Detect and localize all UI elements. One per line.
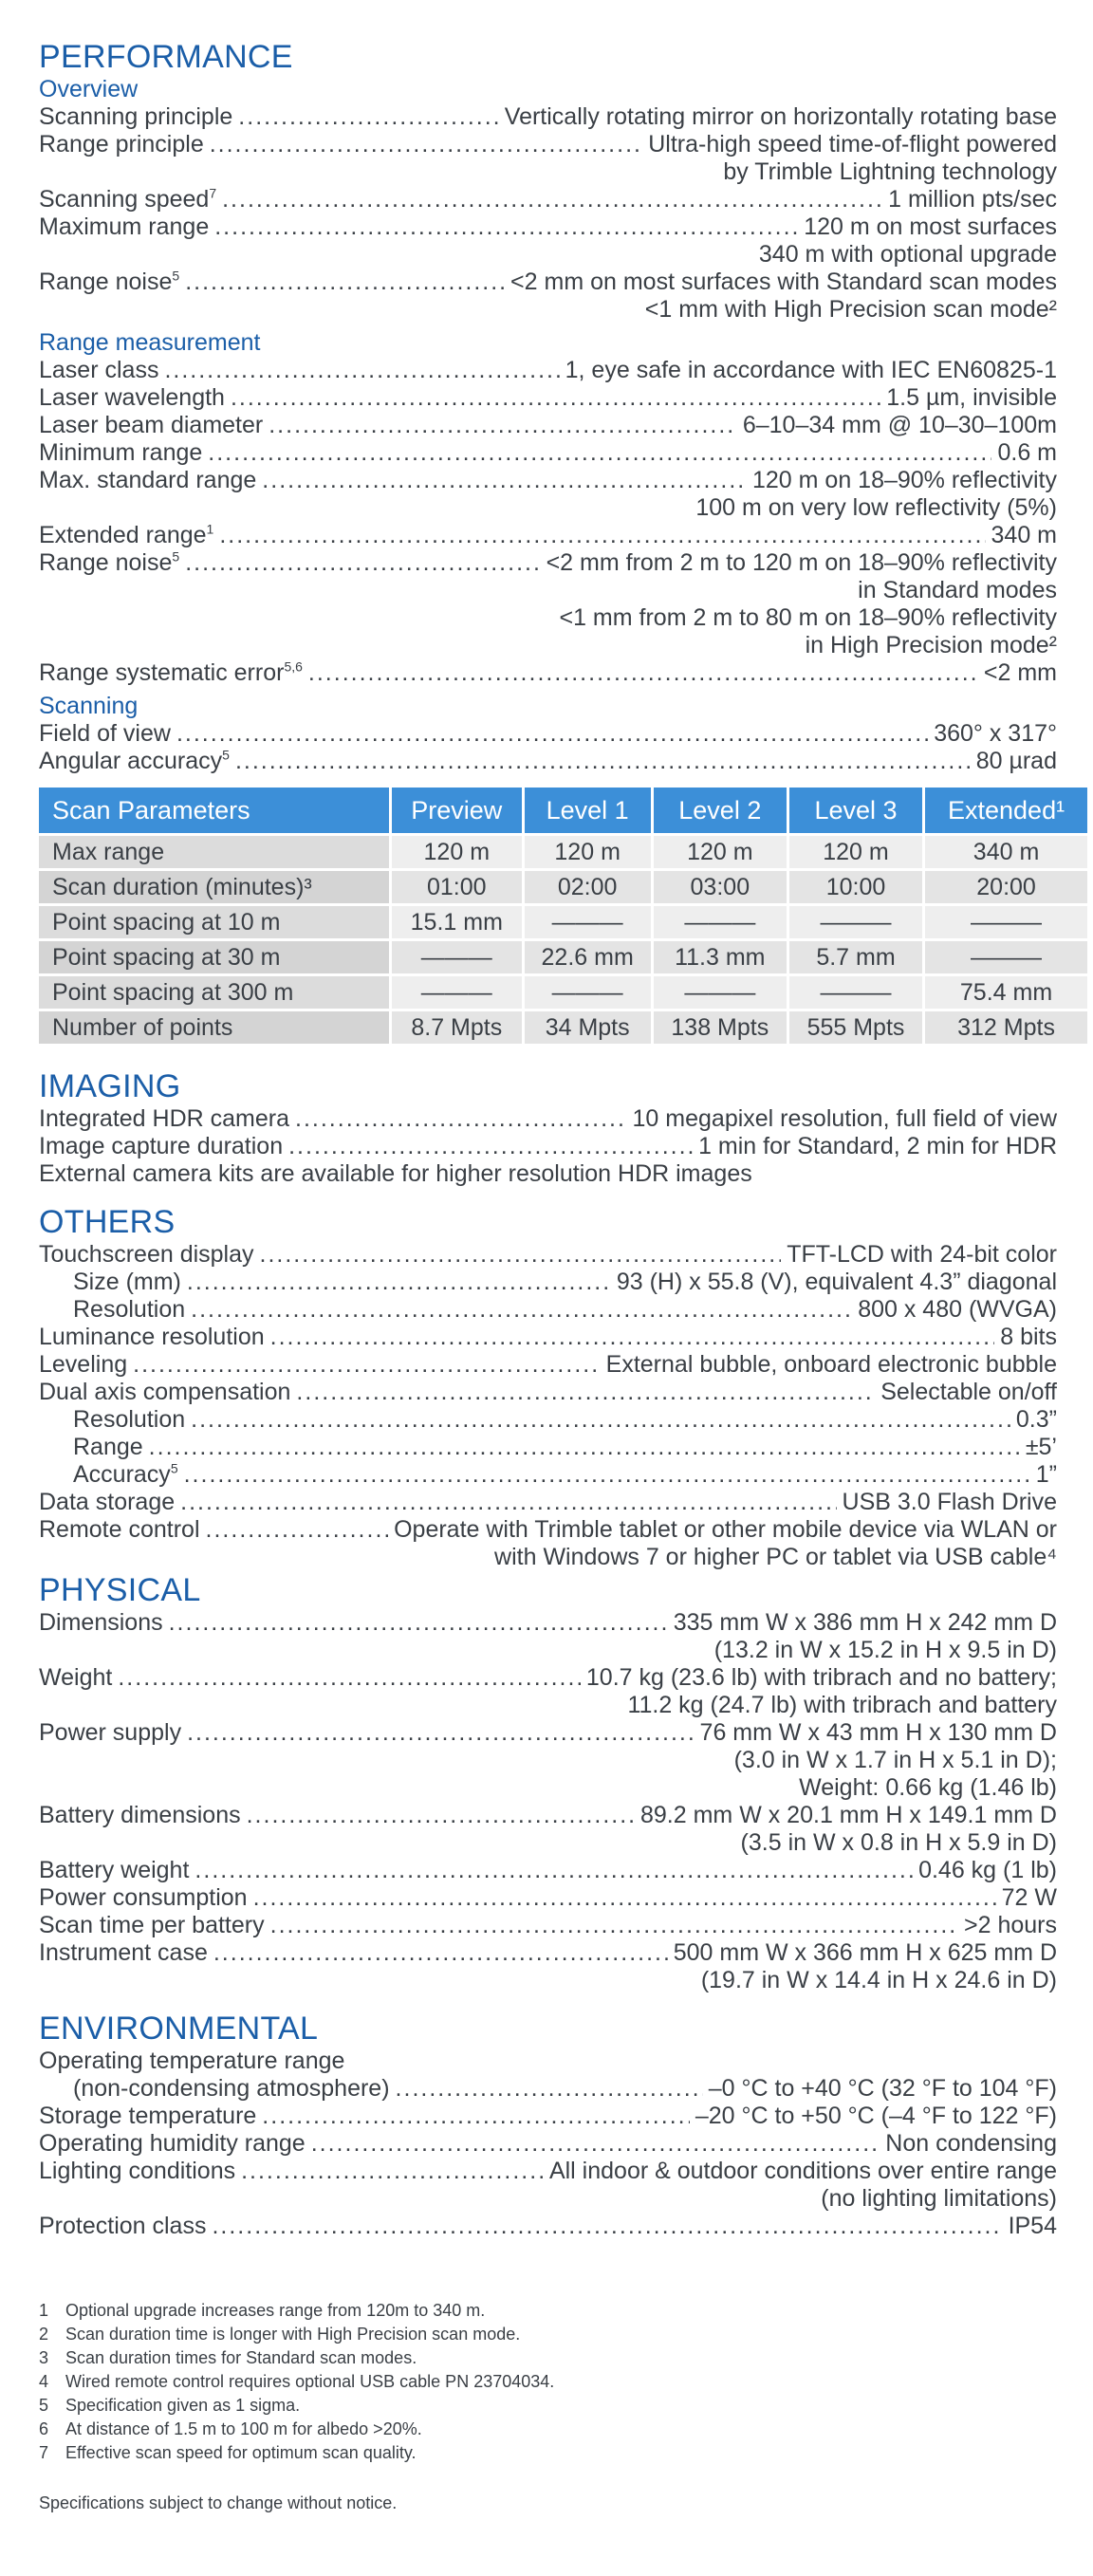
footnote-text: At distance of 1.5 m to 100 m for albedo >20%. [65, 2419, 422, 2438]
spec-label: Integrated HDR camera [39, 1105, 290, 1132]
spec-value: 76 mm W x 43 mm H x 130 mm D [699, 1719, 1057, 1746]
table-row [39, 941, 1087, 973]
spec-value: 10.7 kg (23.6 lb) with tribrach and no battery; [585, 1664, 1057, 1691]
dot-leader [191, 1406, 1010, 1434]
footnote-text: Effective scan speed for optimum scan quality. [65, 2443, 417, 2462]
spec-value-continued: <1 mm with High Precision scan mode² [644, 296, 1057, 323]
spec-value: 10 megapixel resolution, full field of view [632, 1105, 1057, 1132]
spec-value: External bubble, onboard electronic bubble [605, 1351, 1057, 1378]
spec-row [39, 412, 1057, 439]
table-cell: 22.6 mm [525, 941, 651, 973]
spec-row [39, 1489, 1057, 1516]
spec-value: 500 mm W x 366 mm H x 625 mm D [673, 1939, 1057, 1966]
table-row-label: Scan duration (minutes)³ [39, 871, 389, 903]
table-cell: 20:00 [925, 871, 1087, 903]
table-cell: ——— [654, 906, 787, 938]
spec-label: Power consumption [39, 1884, 248, 1911]
footnote-text: Scan duration times for Standard scan modes. [65, 2348, 417, 2367]
spec-label: Range [73, 1434, 143, 1460]
spec-row [39, 1516, 1057, 1544]
footnote [39, 2299, 1057, 2323]
footnote-text: Scan duration time is longer with High Precision scan mode. [65, 2325, 521, 2344]
imaging-note: External camera kits are available for higher resolution HDR images [39, 1160, 752, 1187]
spec-label: Laser class [39, 357, 159, 383]
scan-parameters-table [36, 785, 1090, 1047]
spec-value: TFT-LCD with 24-bit color [787, 1241, 1057, 1268]
table-cell: 11.3 mm [654, 941, 787, 973]
footnote-ref: 1 [206, 521, 214, 537]
spec-row [39, 357, 1057, 384]
spec-row [39, 2213, 1057, 2240]
dot-leader [235, 748, 971, 775]
section-title-imaging: IMAGING [39, 1068, 181, 1104]
dot-leader [149, 1434, 1020, 1461]
footnote-ref: 7 [209, 185, 217, 201]
spec-value: 72 W [1001, 1884, 1057, 1911]
physical-spec-list [39, 1609, 1057, 1994]
table-cell: 8.7 Mpts [392, 1011, 522, 1044]
footnote [39, 2370, 1057, 2394]
spec-row [39, 1857, 1057, 1884]
spec-label: Luminance resolution [39, 1324, 265, 1350]
dot-leader [311, 2130, 880, 2158]
spec-value: Non condensing [885, 2130, 1057, 2157]
environmental-spec-list [39, 2075, 1057, 2240]
spec-value-continued: (3.0 in W x 1.7 in H x 5.1 in D); [733, 1747, 1057, 1773]
spec-value-continued: 11.2 kg (24.7 lb) with tribrach and battery [627, 1692, 1057, 1718]
dot-leader [185, 269, 505, 296]
footnote-number: 6 [39, 2419, 49, 2438]
spec-value-continued: (3.5 in W x 0.8 in H x 5.9 in D) [740, 1829, 1057, 1856]
spec-label: Range noise$^5$ [39, 548, 180, 576]
spec-row [39, 1105, 1057, 1133]
spec-value-continued: with Windows 7 or higher PC or tablet via USB cable⁴ [494, 1544, 1057, 1570]
spec-label: Storage temperature [39, 2103, 257, 2129]
spec-label: Data storage [39, 1489, 176, 1515]
spec-label: Image capture duration [39, 1133, 284, 1159]
spec-row [39, 1296, 1057, 1324]
table-cell: 138 Mpts [654, 1011, 787, 1044]
table-cell: 10:00 [789, 871, 922, 903]
table-row-label: Point spacing at 10 m [39, 906, 389, 938]
spec-label: Lighting conditions [39, 2158, 236, 2184]
dot-leader [213, 1939, 668, 1967]
spec-label: Remote control [39, 1516, 200, 1543]
operating-temperature-label: Operating temperature range [39, 2048, 345, 2074]
spec-row [39, 1609, 1057, 1637]
dot-leader [396, 2075, 703, 2103]
spec-value: 0.46 kg (1 lb) [918, 1857, 1057, 1883]
dot-leader [288, 1133, 693, 1160]
dot-leader [296, 1379, 875, 1406]
spec-value-continued: (19.7 in W x 14.4 in H x 24.6 in D) [700, 1967, 1057, 1993]
section-title-physical: PHYSICAL [39, 1572, 201, 1608]
spec-label: Resolution [73, 1406, 186, 1433]
table-cell: ——— [525, 976, 651, 1009]
spec-label: Scanning principle [39, 103, 233, 130]
footnote-number: 5 [39, 2396, 49, 2415]
dot-leader [191, 1296, 852, 1324]
table-row [39, 906, 1087, 938]
table-cell: 75.4 mm [925, 976, 1087, 1009]
dot-leader [180, 1489, 836, 1516]
spec-value: Vertically rotating mirror on horizontally rotating base [504, 103, 1057, 130]
spec-row [39, 549, 1057, 577]
spec-label: Range systematic error$^{5,6}$ [39, 658, 303, 686]
spec-label: Scanning speed$^7$ [39, 185, 217, 213]
spec-row [39, 131, 1057, 158]
spec-label: Battery dimensions [39, 1802, 241, 1828]
spec-label: Weight [39, 1664, 113, 1691]
table-cell: ——— [925, 906, 1087, 938]
table-row [39, 1011, 1087, 1044]
spec-row [39, 720, 1057, 748]
spec-value: 120 m on most surfaces [804, 213, 1057, 240]
dot-leader [262, 467, 747, 494]
spec-row [39, 2158, 1057, 2185]
spec-value: 0.3” [1015, 1406, 1057, 1433]
spec-value: 0.6 m [997, 439, 1057, 466]
footnote-ref: 5 [172, 548, 180, 565]
spec-row [39, 1461, 1057, 1489]
table-cell: 312 Mpts [925, 1011, 1087, 1044]
overview-spec-list [39, 103, 1057, 324]
dot-leader [238, 103, 498, 131]
spec-row [39, 103, 1057, 131]
table-cell: 15.1 mm [392, 906, 522, 938]
spec-value: Operate with Trimble tablet or other mobile device via WLAN or [394, 1516, 1057, 1543]
spec-value-continued: (13.2 in W x 15.2 in H x 9.5 in D) [713, 1637, 1057, 1663]
spec-label: Power supply [39, 1719, 182, 1746]
dot-leader [212, 2213, 1002, 2240]
spec-row [39, 1719, 1057, 1747]
spec-row [39, 269, 1057, 296]
dot-leader [133, 1351, 601, 1379]
dot-leader [164, 357, 559, 384]
footnote-number: 1 [39, 2301, 49, 2320]
spec-value: 80 µrad [975, 748, 1057, 774]
table-header-cell: Level 2 [654, 788, 787, 833]
scanning-spec-list [39, 720, 1057, 775]
footnote-ref: 5 [172, 268, 180, 284]
spec-row [39, 522, 1057, 549]
table-cell: 03:00 [654, 871, 787, 903]
spec-row [39, 467, 1057, 494]
table-cell: 34 Mpts [525, 1011, 651, 1044]
imaging-spec-list [39, 1105, 1057, 1160]
spec-label: Angular accuracy$^5$ [39, 747, 230, 774]
spec-value: <2 mm [983, 659, 1057, 686]
spec-value: USB 3.0 Flash Drive [842, 1489, 1057, 1515]
footnote [39, 2323, 1057, 2346]
spec-label: Max. standard range [39, 467, 257, 493]
spec-value: <2 mm from 2 m to 120 m on 18–90% reflectivity [546, 549, 1057, 576]
footnote-text: Optional upgrade increases range from 120m to 340 m. [65, 2301, 486, 2320]
footnote-number: 4 [39, 2372, 49, 2391]
spec-row [39, 2130, 1057, 2158]
subsection-title-scanning: Scanning [39, 693, 139, 719]
spec-value: 93 (H) x 55.8 (V), equivalent 4.3” diagonal [616, 1269, 1057, 1295]
dot-leader [241, 2158, 544, 2185]
table-cell: ——— [525, 906, 651, 938]
spec-label: Accuracy$^5$ [73, 1460, 178, 1488]
spec-value: 6–10–34 mm @ 10–30–100m [742, 412, 1057, 438]
spec-value-continued: 340 m with optional upgrade [758, 241, 1057, 268]
spec-value: All indoor & outdoor conditions over entire range [548, 2158, 1057, 2184]
spec-value: 8 bits [1000, 1324, 1057, 1350]
dot-leader [270, 1912, 958, 1939]
range-measurement-spec-list [39, 357, 1057, 687]
spec-value-continued: <1 mm from 2 m to 80 m on 18–90% reflectivity [559, 604, 1057, 631]
table-row-label: Point spacing at 300 m [39, 976, 389, 1009]
spec-value: 120 m on 18–90% reflectivity [751, 467, 1057, 493]
spec-label: Leveling [39, 1351, 128, 1378]
dot-leader [308, 659, 978, 687]
spec-label: Dimensions [39, 1609, 163, 1636]
table-row [39, 871, 1087, 903]
spec-label: Size (mm) [73, 1269, 181, 1295]
spec-label: Resolution [73, 1296, 186, 1323]
spec-label: (non-condensing atmosphere) [73, 2075, 390, 2102]
footnote-ref: 5,6 [284, 658, 303, 675]
footnotes [39, 2299, 1057, 2465]
others-spec-list [39, 1241, 1057, 1571]
spec-value: 335 mm W x 386 mm H x 242 mm D [673, 1609, 1057, 1636]
dot-leader [176, 720, 928, 748]
footnote-text: Specification given as 1 sigma. [65, 2396, 301, 2415]
subsection-title-overview: Overview [39, 76, 139, 102]
spec-label: Minimum range [39, 439, 203, 466]
spec-row [39, 1884, 1057, 1912]
spec-label: Extended range$^1$ [39, 521, 214, 548]
spec-row [39, 1351, 1057, 1379]
spec-value-continued: Weight: 0.66 kg (1.46 lb) [799, 1774, 1057, 1801]
table-row-label: Max range [39, 836, 389, 868]
spec-row [39, 1939, 1057, 1967]
spec-value: Selectable on/off [880, 1379, 1057, 1405]
spec-value: <2 mm on most surfaces with Standard scan modes [510, 269, 1057, 295]
dot-leader [187, 1269, 611, 1296]
dot-leader [169, 1609, 668, 1637]
table-cell: 120 m [392, 836, 522, 868]
footnote [39, 2346, 1057, 2370]
table-row-label: Number of points [39, 1011, 389, 1044]
spec-value-continued: (no lighting limitations) [821, 2185, 1057, 2212]
dot-leader [295, 1105, 627, 1133]
spec-row [39, 1379, 1057, 1406]
spec-label: Protection class [39, 2213, 207, 2239]
spec-label: Laser wavelength [39, 384, 225, 411]
spec-label: Battery weight [39, 1857, 190, 1883]
spec-value: 1, eye safe in accordance with IEC EN60825-1 [565, 357, 1057, 383]
spec-row [39, 1406, 1057, 1434]
table-cell: ——— [392, 976, 522, 1009]
table-cell: 5.7 mm [789, 941, 922, 973]
footnote-text: Wired remote control requires optional USB cable PN 23704034. [65, 2372, 555, 2391]
table-cell: ——— [789, 906, 922, 938]
footnote-ref: 5 [170, 1460, 178, 1476]
spec-label: Operating humidity range [39, 2130, 306, 2157]
spec-row [39, 1269, 1057, 1296]
dot-leader [214, 213, 798, 241]
dot-leader [208, 439, 991, 467]
table-cell: 120 m [654, 836, 787, 868]
spec-label: Range principle [39, 131, 204, 158]
spec-row [39, 1912, 1057, 1939]
dot-leader [210, 131, 643, 158]
dot-leader [269, 412, 737, 439]
spec-row [39, 2103, 1057, 2130]
spec-value: –20 °C to +50 °C (–4 °F to 122 °F) [695, 2103, 1057, 2129]
table-header-cell: Extended¹ [925, 788, 1087, 833]
dot-leader [184, 1461, 1030, 1489]
dot-leader [262, 2103, 690, 2130]
spec-value: 360° x 317° [934, 720, 1057, 747]
table-header-cell: Preview [392, 788, 522, 833]
spec-label: Maximum range [39, 213, 210, 240]
spec-row [39, 439, 1057, 467]
spec-label: Instrument case [39, 1939, 208, 1966]
dot-leader [253, 1884, 996, 1912]
spec-value: 1” [1035, 1461, 1057, 1488]
dot-leader [231, 384, 880, 412]
dot-leader [187, 1719, 694, 1747]
table-cell: ——— [925, 941, 1087, 973]
table-row [39, 836, 1087, 868]
table-header-cell: Level 1 [525, 788, 651, 833]
spec-value: 1 min for Standard, 2 min for HDR [698, 1133, 1057, 1159]
spec-value-continued: by Trimble Lightning technology [723, 158, 1057, 185]
spec-label: Touchscreen display [39, 1241, 254, 1268]
spec-value: 1.5 µm, invisible [886, 384, 1057, 411]
spec-value: –0 °C to +40 °C (32 °F to 104 °F) [708, 2075, 1057, 2102]
spec-value: ±5’ [1025, 1434, 1057, 1460]
table-cell: 120 m [525, 836, 651, 868]
spec-value: 340 m [991, 522, 1057, 548]
footnote [39, 2441, 1057, 2465]
dot-leader [222, 186, 882, 213]
table-row-label: Point spacing at 30 m [39, 941, 389, 973]
footnote [39, 2394, 1057, 2418]
spec-row [39, 659, 1057, 687]
dot-leader [185, 549, 540, 577]
spec-label: Range noise$^5$ [39, 268, 180, 295]
table-row [39, 976, 1087, 1009]
subsection-title-range-measurement: Range measurement [39, 329, 261, 356]
table-cell: ——— [392, 941, 522, 973]
footnote-number: 3 [39, 2348, 49, 2367]
spec-value-continued: in High Precision mode² [805, 632, 1057, 658]
table-cell: ——— [789, 976, 922, 1009]
dot-leader [195, 1857, 913, 1884]
table-header-cell: Level 3 [789, 788, 922, 833]
spec-row [39, 1434, 1057, 1461]
spec-row [39, 1324, 1057, 1351]
spec-value: 89.2 mm W x 20.1 mm H x 149.1 mm D [640, 1802, 1057, 1828]
table-cell: 02:00 [525, 871, 651, 903]
spec-sheet [39, 38, 1065, 2514]
table-cell: ——— [654, 976, 787, 1009]
spec-value: 1 million pts/sec [888, 186, 1057, 213]
table-cell: 340 m [925, 836, 1087, 868]
spec-value: 800 x 480 (WVGA) [858, 1296, 1057, 1323]
spec-row [39, 1133, 1057, 1160]
dot-leader [260, 1241, 782, 1269]
spec-value-continued: 100 m on very low reflectivity (5%) [695, 494, 1057, 521]
spec-row [39, 1241, 1057, 1269]
spec-value: IP54 [1008, 2213, 1057, 2239]
section-title-others: OTHERS [39, 1204, 176, 1240]
table-cell: 01:00 [392, 871, 522, 903]
dot-leader [118, 1664, 581, 1692]
footnote-number: 7 [39, 2443, 49, 2462]
spec-value: >2 hours [964, 1912, 1057, 1938]
dot-leader [219, 522, 985, 549]
spec-value: Ultra-high speed time-of-flight powered [648, 131, 1057, 158]
table-cell: 555 Mpts [789, 1011, 922, 1044]
table-cell: 120 m [789, 836, 922, 868]
spec-row [39, 2075, 1057, 2103]
footnote-ref: 5 [222, 747, 230, 763]
spec-label: Laser beam diameter [39, 412, 264, 438]
spec-value-continued: in Standard modes [858, 577, 1057, 603]
spec-row [39, 213, 1057, 241]
disclaimer: Specifications subject to change without notice. [39, 2493, 398, 2512]
section-title-environmental: ENVIRONMENTAL [39, 2011, 319, 2047]
spec-row [39, 1664, 1057, 1692]
spec-label: Field of view [39, 720, 171, 747]
spec-label: Scan time per battery [39, 1912, 265, 1938]
spec-row [39, 384, 1057, 412]
section-title-performance: PERFORMANCE [39, 39, 293, 75]
footnote-number: 2 [39, 2325, 49, 2344]
table-header-row [39, 788, 1087, 833]
table-header-cell: Scan Parameters [39, 788, 389, 833]
spec-label: Dual axis compensation [39, 1379, 291, 1405]
dot-leader [247, 1802, 635, 1829]
spec-row [39, 1802, 1057, 1829]
dot-leader [270, 1324, 995, 1351]
dot-leader [206, 1516, 389, 1544]
footnote [39, 2418, 1057, 2441]
spec-row [39, 748, 1057, 775]
spec-row [39, 186, 1057, 213]
